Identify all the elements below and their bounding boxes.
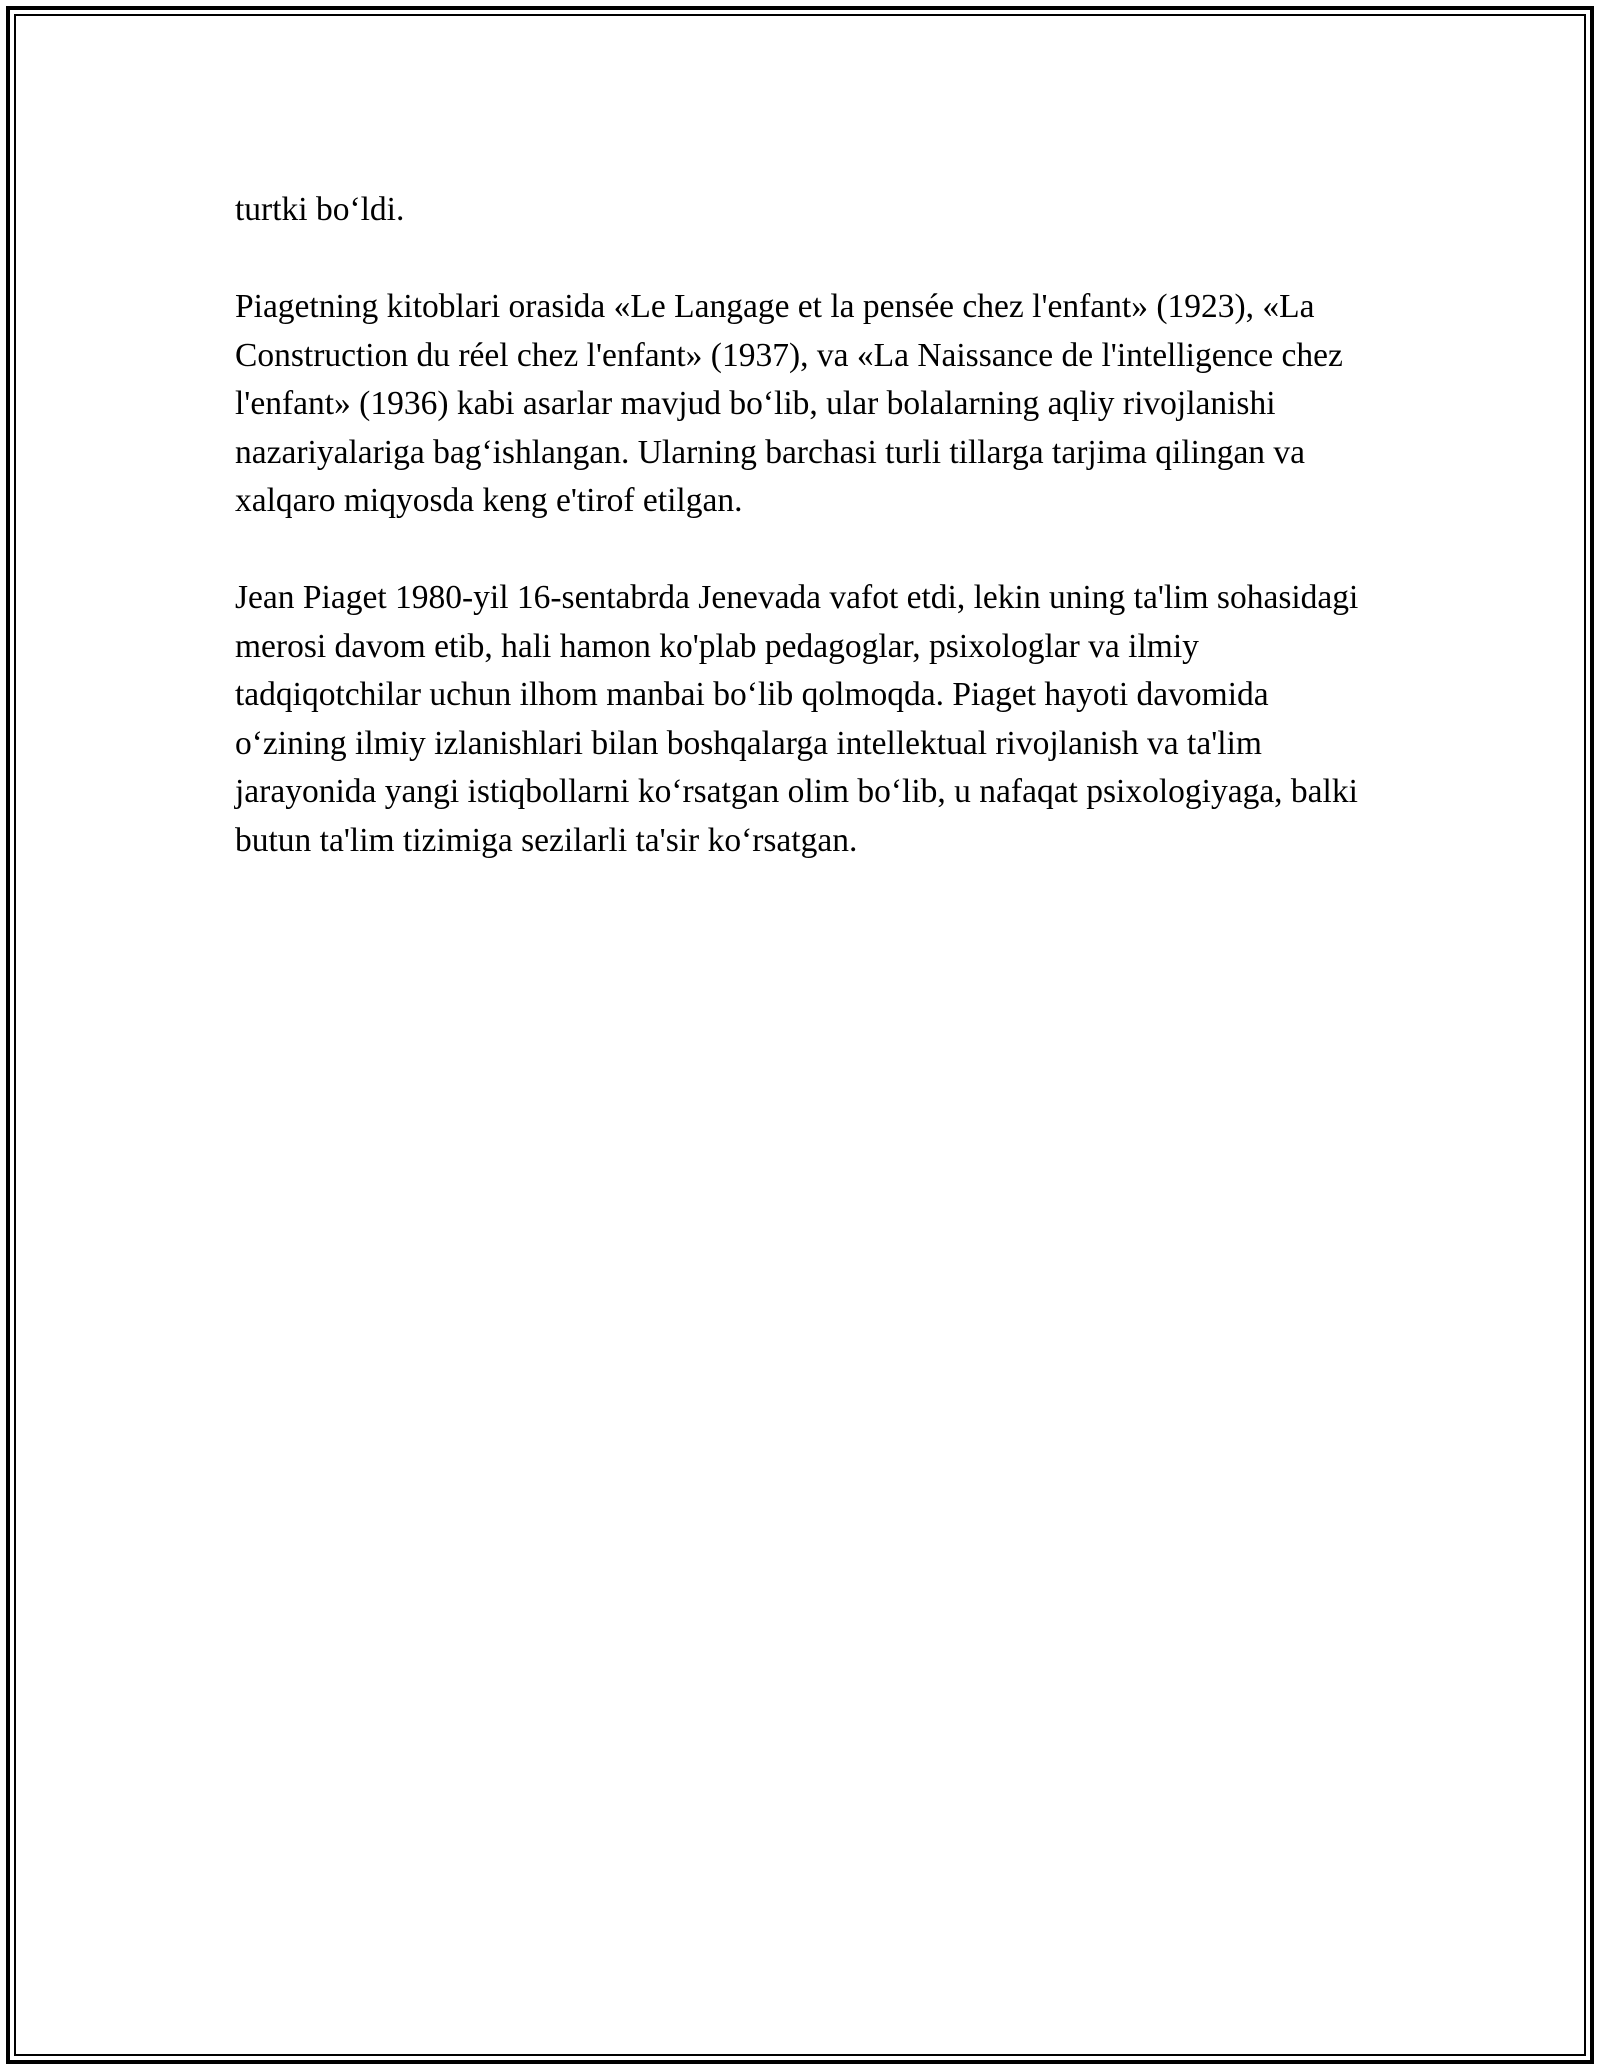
paragraph-legacy: Jean Piaget 1980-yil 16-sentabrda Jenevada vafot etdi, lekin uning ta'lim sohasidagi merosi davom etib, hali hamon ko'plab pedagoglar, psixologlar va ilmiy tadqiqotchilar uchun ilhom manbai bo‘lib qolmoqda. Piaget hayoti davomida o‘zining ilmiy izlanishlari bilan boshqalarga intellektual rivojlanish va ta'lim jarayonida yangi istiqbollarni ko‘rsatgan olim bo‘lib, u nafaqat psixologiyaga, balki butun ta'lim tizimiga sezilarli ta'sir ko‘rsatgan. (235, 579, 1359, 859)
document-body (235, 186, 1375, 914)
paragraph-books: Piagetning kitoblari orasida «Le Langage et la pensée chez l'enfant» (1923), «La Construction du réel chez l'enfant» (1937), va «La Naissance de l'intelligence chez l'enfant» (1936) kabi asarlar mavjud bo‘lib, ular bolalarning aqliy rivojlanishi nazariyalariga bag‘ishlangan. Ularning barchasi turli tillarga tarjima qilingan va xalqaro miqyosda keng e'tirof etilgan. (235, 288, 1343, 519)
paragraph-continuation: turtki bo‘ldi. (235, 191, 405, 228)
